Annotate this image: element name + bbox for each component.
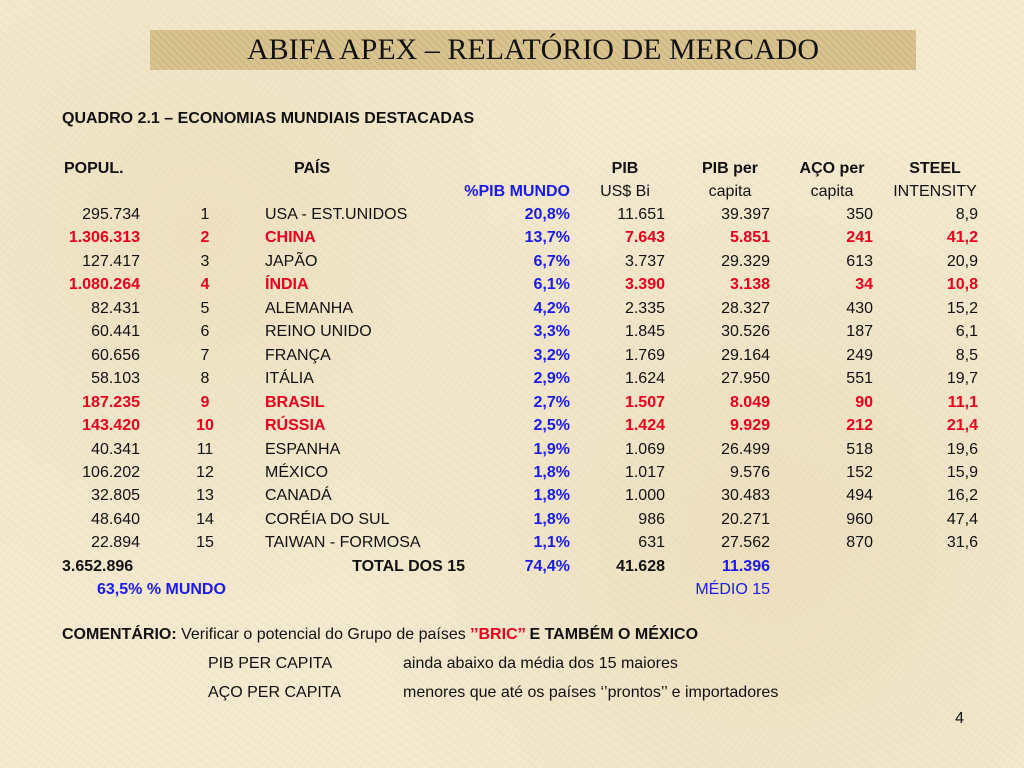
cell-pais: MÉXICO: [265, 463, 329, 481]
cell-pais: ITÁLIA: [265, 370, 314, 388]
cell-popul: 106.202: [82, 463, 140, 481]
cell-popul: 40.341: [91, 440, 140, 458]
total-popul: 3.652.896: [62, 558, 134, 575]
cell-steel: 31,6: [946, 534, 978, 552]
cell-pct-pib: 1,8%: [533, 463, 570, 481]
cell-rank: 6: [200, 323, 210, 341]
cell-aco-per: 494: [846, 487, 873, 505]
cell-pib: 1.624: [624, 370, 665, 388]
cell-pais: TAIWAN - FORMOSA: [265, 534, 421, 552]
header-steel: STEEL: [909, 160, 961, 177]
cell-pib-per: 26.499: [721, 440, 770, 458]
comment-line-3-text: menores que até os países ‘’prontos’’ e importadores: [403, 684, 779, 701]
cell-popul: 22.894: [91, 534, 140, 552]
cell-pib-per: 27.562: [721, 534, 770, 552]
cell-pais: USA - EST.UNIDOS: [265, 206, 408, 223]
cell-pib-per: 29.329: [721, 252, 770, 270]
cell-popul: 127.417: [82, 252, 140, 270]
cell-pib: 7.643: [624, 229, 665, 247]
cell-aco-per: 187: [846, 323, 873, 341]
cell-popul: 143.420: [82, 417, 140, 435]
title-banner: [150, 30, 916, 70]
cell-popul: 1.306.313: [68, 229, 140, 247]
header-pib: PIB: [611, 160, 639, 177]
header-pais: PAÍS: [294, 160, 331, 177]
cell-popul: 295.734: [82, 206, 140, 223]
cell-popul: 58.103: [91, 370, 140, 388]
cell-rank: 12: [196, 463, 214, 481]
cell-pais: CANADÁ: [265, 487, 332, 505]
cell-steel: 47,4: [946, 510, 978, 528]
cell-pib-per: 30.483: [721, 487, 770, 505]
cell-rank: 15: [196, 534, 214, 552]
cell-pais: RÚSSIA: [265, 417, 326, 435]
header-pib-unit: US$ Bi: [600, 183, 650, 200]
comment-line-2-label: PIB PER CAPITA: [208, 655, 333, 672]
total-pib-per: 11.396: [721, 558, 770, 575]
cell-pib-per: 28.327: [721, 299, 770, 317]
cell-pais: REINO UNIDO: [265, 323, 372, 341]
header-steel-unit: INTENSITY: [893, 183, 977, 200]
cell-aco-per: 249: [846, 346, 873, 364]
cell-pais: CHINA: [265, 229, 316, 247]
cell-steel: 6,1: [955, 323, 978, 341]
cell-rank: 4: [200, 276, 210, 294]
cell-steel: 11,1: [947, 393, 978, 411]
cell-pct-pib: 2,9%: [533, 370, 570, 388]
cell-rank: 14: [196, 510, 214, 528]
total-label: TOTAL DOS 15: [352, 558, 465, 575]
total-pct: 74,4%: [524, 558, 570, 575]
cell-pib-per: 29.164: [721, 346, 770, 364]
cell-rank: 10: [196, 417, 214, 435]
cell-popul: 1.080.264: [68, 276, 140, 294]
cell-steel: 15,2: [946, 299, 978, 317]
cell-popul: 60.656: [91, 346, 140, 364]
cell-pais: JAPÃO: [265, 252, 318, 270]
cell-rank: 13: [196, 487, 214, 505]
header-aco-per-unit: capita: [810, 183, 854, 200]
cell-pib-per: 5.851: [729, 229, 770, 247]
cell-pib-per: 8.049: [729, 393, 770, 411]
pct-mundo-note: 63,5% % MUNDO: [97, 581, 226, 598]
cell-pct-pib: 1,1%: [533, 534, 570, 552]
page-title: ABIFA APEX – RELATÓRIO DE MERCADO: [247, 33, 819, 66]
cell-pct-pib: 1,8%: [533, 510, 570, 528]
cell-steel: 41,2: [946, 229, 978, 247]
cell-rank: 7: [200, 346, 210, 364]
cell-pct-pib: 6,7%: [533, 252, 570, 270]
cell-pib: 1.000: [624, 487, 665, 505]
cell-pct-pib: 13,7%: [524, 229, 570, 247]
header-popul: POPUL.: [64, 160, 124, 177]
cell-pais: CORÉIA DO SUL: [265, 510, 390, 528]
comment-label: COMENTÁRIO:: [62, 626, 177, 643]
cell-pib-per: 3.138: [729, 276, 770, 294]
cell-pib: 1.069: [624, 440, 665, 458]
cell-pais: ALEMANHA: [265, 299, 354, 317]
cell-pct-pib: 20,8%: [524, 206, 570, 223]
comment-text: Verificar o potencial do Grupo de países: [176, 626, 471, 643]
cell-pib-per: 9.929: [729, 417, 770, 435]
cell-steel: 10,8: [946, 276, 978, 294]
cell-pct-pib: 3,2%: [533, 346, 570, 364]
cell-aco-per: 518: [846, 440, 873, 458]
cell-steel: 19,7: [946, 370, 978, 388]
cell-pct-pib: 2,7%: [533, 393, 570, 411]
header-pct-pib-mundo: %PIB MUNDO: [464, 183, 570, 200]
cell-rank: 5: [200, 299, 210, 317]
header-pib-per-unit: capita: [708, 183, 752, 200]
cell-popul: 82.431: [91, 299, 140, 317]
cell-pib-per: 20.271: [721, 510, 770, 528]
comment-line-2-text: ainda abaixo da média dos 15 maiores: [403, 655, 678, 672]
cell-rank: 11: [196, 440, 214, 458]
cell-aco-per: 960: [846, 510, 873, 528]
cell-pib: 11.651: [617, 206, 665, 223]
cell-pais: FRANÇA: [265, 346, 331, 364]
cell-popul: 32.805: [91, 487, 140, 505]
cell-aco-per: 90: [855, 393, 873, 411]
cell-pib: 631: [638, 534, 665, 552]
cell-steel: 19,6: [946, 440, 978, 458]
cell-aco-per: 613: [846, 252, 873, 270]
cell-aco-per: 350: [846, 206, 873, 223]
cell-aco-per: 551: [846, 370, 873, 388]
cell-aco-per: 34: [855, 276, 873, 294]
cell-pct-pib: 3,3%: [533, 323, 570, 341]
medio-15-note: MÉDIO 15: [695, 581, 770, 598]
header-pib-per: PIB per: [701, 160, 758, 177]
header-aco-per: AÇO per: [799, 160, 865, 177]
cell-popul: 60.441: [91, 323, 140, 341]
cell-pct-pib: 1,8%: [533, 487, 570, 505]
comment-tail: E TAMBÉM O MÉXICO: [525, 626, 699, 643]
cell-pct-pib: 1,9%: [533, 440, 570, 458]
cell-pib: 1.507: [624, 393, 665, 411]
cell-pais: ESPANHA: [265, 440, 341, 458]
cell-steel: 16,2: [946, 487, 978, 505]
cell-steel: 20,9: [946, 252, 978, 270]
cell-pib-per: 39.397: [721, 206, 770, 223]
cell-rank: 9: [200, 393, 210, 411]
cell-pais: ÍNDIA: [265, 276, 309, 294]
table-subtitle: QUADRO 2.1 – ECONOMIAS MUNDIAIS DESTACADAS: [62, 110, 475, 127]
cell-pct-pib: 4,2%: [533, 299, 570, 317]
cell-pib: 3.390: [624, 276, 665, 294]
cell-rank: 2: [200, 229, 210, 247]
cell-aco-per: 212: [846, 417, 873, 435]
page-number: 4: [955, 710, 964, 727]
cell-aco-per: 241: [846, 229, 873, 247]
cell-pib: 1.424: [624, 417, 665, 435]
cell-rank: 8: [200, 370, 210, 388]
cell-pib-per: 27.950: [721, 370, 770, 388]
cell-steel: 15,9: [946, 463, 978, 481]
comment-line-1: [62, 626, 698, 644]
cell-pib: 986: [638, 510, 665, 528]
cell-pib: 1.769: [624, 346, 665, 364]
cell-steel: 8,5: [955, 346, 978, 364]
cell-steel: 8,9: [955, 206, 978, 223]
cell-pct-pib: 6,1%: [533, 276, 570, 294]
cell-pib-per: 30.526: [721, 323, 770, 341]
cell-rank: 3: [200, 252, 210, 270]
cell-steel: 21,4: [946, 417, 978, 435]
cell-pib: 1.845: [624, 323, 665, 341]
total-pib: 41.628: [616, 558, 665, 575]
cell-rank: 1: [200, 206, 210, 223]
cell-pct-pib: 2,5%: [533, 417, 570, 435]
cell-pib-per: 9.576: [729, 463, 770, 481]
cell-pib: 2.335: [624, 299, 665, 317]
cell-pib: 3.737: [624, 252, 665, 270]
cell-popul: 48.640: [91, 510, 140, 528]
comment-line-3-label: AÇO PER CAPITA: [208, 684, 342, 701]
cell-aco-per: 430: [846, 299, 873, 317]
comment-bric: ’’BRIC’’: [470, 626, 525, 643]
cell-aco-per: 870: [846, 534, 873, 552]
cell-pais: BRASIL: [265, 393, 325, 411]
cell-aco-per: 152: [846, 463, 873, 481]
cell-popul: 187.235: [82, 393, 140, 411]
cell-pib: 1.017: [624, 463, 665, 481]
